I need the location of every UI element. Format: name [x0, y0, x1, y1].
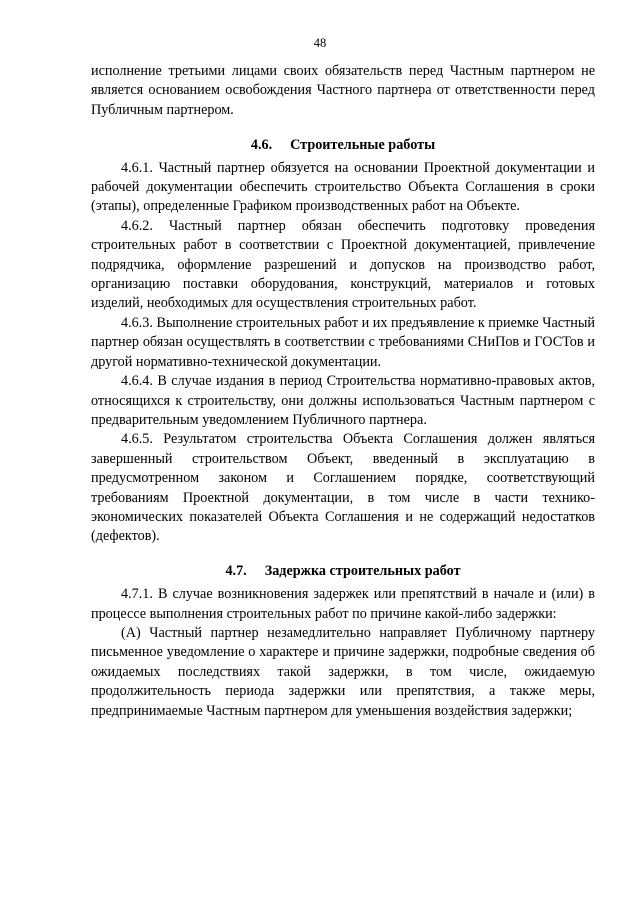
section-title: Строительные работы: [290, 137, 436, 154]
section-heading-4-7: [91, 562, 595, 581]
clause-4-7-1: 4.7.1. В случае возникновения задержек или препятствий в начале и (или) в процессе выполнения строительных работ по причине какой-либо задержки:: [91, 586, 595, 622]
document-body: [91, 62, 595, 721]
clause-4-6-3: 4.6.3. Выполнение строительных работ и их предъявление к приемке Частный партнер обязан осуществлять в соответствии с требованиями СНиПов и ГОСТов и другой нормативно-технической документации.: [91, 314, 595, 370]
clause-4-6-4: 4.6.4. В случае издания в период Строительства нормативно-правовых актов, относящихся к строительству, они должны использоваться Частным партнером с предварительным уведомлением Публичного партнера.: [91, 373, 595, 428]
intro-paragraph: исполнение третьими лицами своих обязательств перед Частным партнером не является основанием освобождения Частного партнера от ответственности перед Публичным партнером.: [91, 63, 595, 118]
section-number: 4.6.: [250, 137, 273, 154]
section-number: 4.7.: [225, 562, 247, 579]
section-title: Задержка строительных работ: [264, 562, 461, 579]
page-number: 48: [313, 36, 327, 50]
clause-4-6-2: 4.6.2. Частный партнер обязан обеспечить подготовку проведения строительных работ в соответствии с Проектной документацией, привлечение подрядчика, оформление разрешений и допусков на производство работ, организацию поставки оборудования, конструкций, материалов и готовых изделий, необходимых для осуществления строительных работ.: [91, 217, 595, 312]
clause-4-7-1-a: (А) Частный партнер незамедлительно направляет Публичному партнеру письменное уведомление о характере и причине задержки, подробные сведения об ожидаемых последствиях такой задержки, в том числе, ожидаемую продолжительность периода задержки или препятствия, а также меры, предпринимаемые Частным партнером для уменьшения воздействия задержки;: [91, 624, 595, 719]
clause-4-6-5: 4.6.5. Результатом строительства Объекта Соглашения должен являться завершенный строительством Объект, введенный в эксплуатацию в предусмотренном законом и Соглашением порядке, соответствующий требованиям Проектной документации, в том числе в части технико-экономических показателей Объекта Соглашения и не содержащий недостатков (дефектов).: [91, 431, 595, 545]
section-heading-4-6: [91, 136, 595, 155]
clause-4-6-1: 4.6.1. Частный партнер обязуется на основании Проектной документации и рабочей документации обеспечить строительство Объекта Соглашения в сроки (этапы), определенные Графиком производственных работ на Объекте.: [91, 159, 595, 215]
